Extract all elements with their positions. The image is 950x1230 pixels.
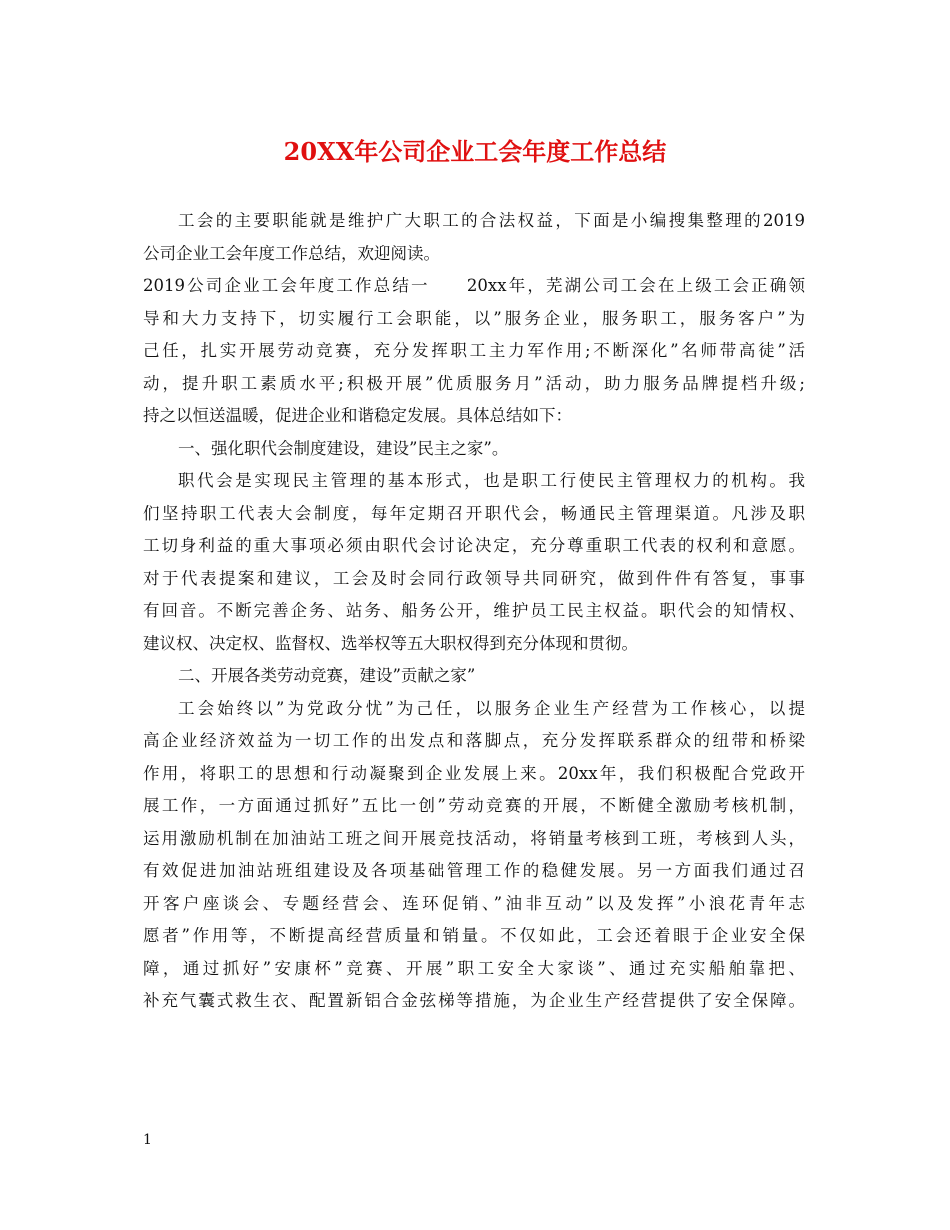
paragraph-line: 动，提升职工素质水平;积极开展”优质服务月”活动，助力服务品牌提档升级; [143,373,805,393]
paragraph-line: 工会的主要职能就是维护广大职工的合法权益，下面是小编搜集整理的2019 [178,211,805,230]
paragraph-line: 作用，将职工的思想和行动凝聚到企业发展上来。20xx年，我们积极配合党政开 [143,763,805,783]
document-body [143,205,805,1018]
paragraph-line: 补充气囊式救生衣、配置新铝合金弦梯等措施，为企业生产经营提供了安全保障。 [143,991,805,1010]
paragraph-line: 高企业经济效益为一切工作的出发点和落脚点，充分发挥联系群众的纽带和桥梁 [143,731,805,750]
paragraph-line: 工会始终以”为党政分忧”为己任，以服务企业生产经营为工作核心，以提 [178,698,805,718]
paragraph-line: 有效促进加油站班组建设及各项基础管理工作的稳健发展。另一方面我们通过召 [143,861,805,880]
section-heading: 二、开展各类劳动竞赛，建设”贡献之家” [178,666,476,685]
document-title: 20XX年公司企业工会年度工作总结 [283,137,667,166]
page-number: 1 [143,1132,152,1148]
paragraph-line: 们坚持职工代表大会制度，每年定期召开职代会，畅通民主管理渠道。凡涉及职 [143,503,805,523]
paragraph-line: 展工作，一方面通过抓好”五比一创”劳动竞赛的开展，不断健全激励考核机制， [143,796,805,815]
paragraph-line: 愿者”作用等，不断提高经营质量和销量。不仅如此，工会还着眼于企业安全保 [143,926,805,945]
paragraph-line: 障，通过抓好”安康杯”竞赛、开展”职工安全大家谈”、通过充实船舶靠把、 [143,958,805,978]
paragraph-line: 建议权、决定权、监督权、选举权等五大职权得到充分体现和贯彻。 [143,633,638,653]
paragraph-line: 持之以恒送温暖，促进企业和谐稳定发展。具体总结如下： [143,406,572,425]
paragraph-line: 己任，扎实开展劳动竞赛，充分发挥职工主力军作用;不断深化”名师带高徒”活 [143,341,805,360]
paragraph-line: 导和大力支持下，切实履行工会职能，以”服务企业，服务职工，服务客户”为 [143,308,805,328]
paragraph-line: 有回音。不断完善企务、站务、船务公开，维护员工民主权益。职代会的知情权、 [143,601,805,620]
paragraph-line: 公司企业工会年度工作总结，欢迎阅读。 [143,243,440,263]
paragraph-line: 2019公司企业工会年度工作总结一 20xx年，芜湖公司工会在上级工会正确领 [143,276,805,295]
paragraph-line: 对于代表提案和建议，工会及时会同行政领导共同研究，做到件件有答复，事事 [143,568,805,588]
paragraph-line: 工切身利益的重大事项必须由职代会讨论决定，充分尊重职工代表的权利和意愿。 [143,536,805,555]
paragraph-line: 运用激励机制在加油站工班之间开展竞技活动，将销量考核到工班，考核到人头， [143,828,805,848]
paragraph-line: 职代会是实现民主管理的基本形式，也是职工行使民主管理权力的机构。我 [178,471,805,490]
section-heading: 一、强化职代会制度建设，建设”民主之家”。 [178,438,509,458]
paragraph-line: 开客户座谈会、专题经营会、连环促销、”油非互动”以及发挥”小浪花青年志 [143,893,805,913]
